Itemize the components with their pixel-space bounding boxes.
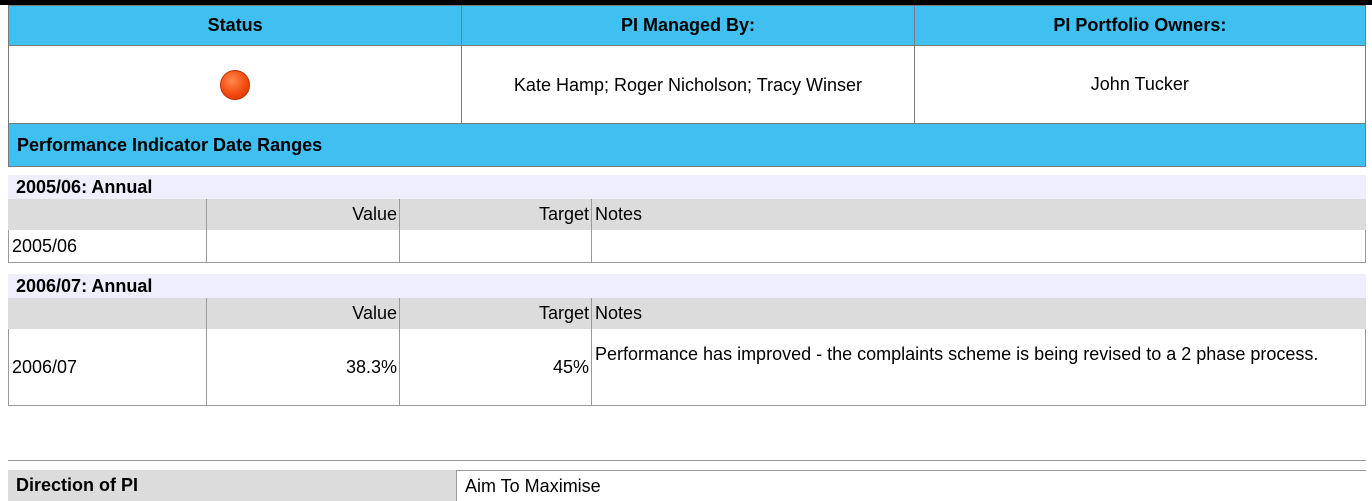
notes-col-header: Notes <box>595 204 643 224</box>
section-title: Performance Indicator Date Ranges <box>8 124 1366 167</box>
direction-row <box>8 470 1366 501</box>
status-header: Status <box>9 6 462 45</box>
period-title: 2006/07: Annual <box>8 274 1366 298</box>
value-col-header: Value <box>207 298 400 329</box>
table-header-row <box>8 199 1366 230</box>
period-block <box>8 274 1366 406</box>
period-col-header <box>8 298 207 329</box>
direction-value: Aim To Maximise <box>456 470 1366 501</box>
period-cell: 2005/06 <box>9 230 207 262</box>
period-cell: 2006/07 <box>9 329 207 405</box>
status-cell <box>9 46 462 123</box>
target-col-header: Target <box>400 298 592 329</box>
summary-info-row <box>8 46 1366 124</box>
managed-by-header: PI Managed By: <box>462 6 914 45</box>
notes-cell: Performance has improved - the complaints scheme is being revised to a 2 phase process. <box>595 344 1319 364</box>
table-row <box>8 329 1366 406</box>
summary-header-row <box>8 5 1366 46</box>
period-block <box>8 175 1366 263</box>
table-row <box>8 230 1366 263</box>
value-cell: 38.3% <box>207 329 400 405</box>
period-col-header <box>8 199 207 230</box>
divider <box>8 460 1366 461</box>
direction-label: Direction of PI <box>8 470 456 501</box>
target-col-header: Target <box>400 199 592 230</box>
value-col-header: Value <box>207 199 400 230</box>
managed-by-value: Kate Hamp; Roger Nicholson; Tracy Winser <box>462 46 914 123</box>
status-red-icon <box>220 70 250 100</box>
value-cell <box>207 230 400 262</box>
notes-cell <box>592 230 1365 262</box>
notes-col-header: Notes <box>595 303 643 323</box>
target-cell: 45% <box>400 329 592 405</box>
target-cell <box>400 230 592 262</box>
owners-value: John Tucker <box>1090 74 1189 94</box>
owners-header: PI Portfolio Owners: <box>1053 15 1227 35</box>
table-header-row <box>8 298 1366 329</box>
period-title: 2005/06: Annual <box>8 175 1366 199</box>
